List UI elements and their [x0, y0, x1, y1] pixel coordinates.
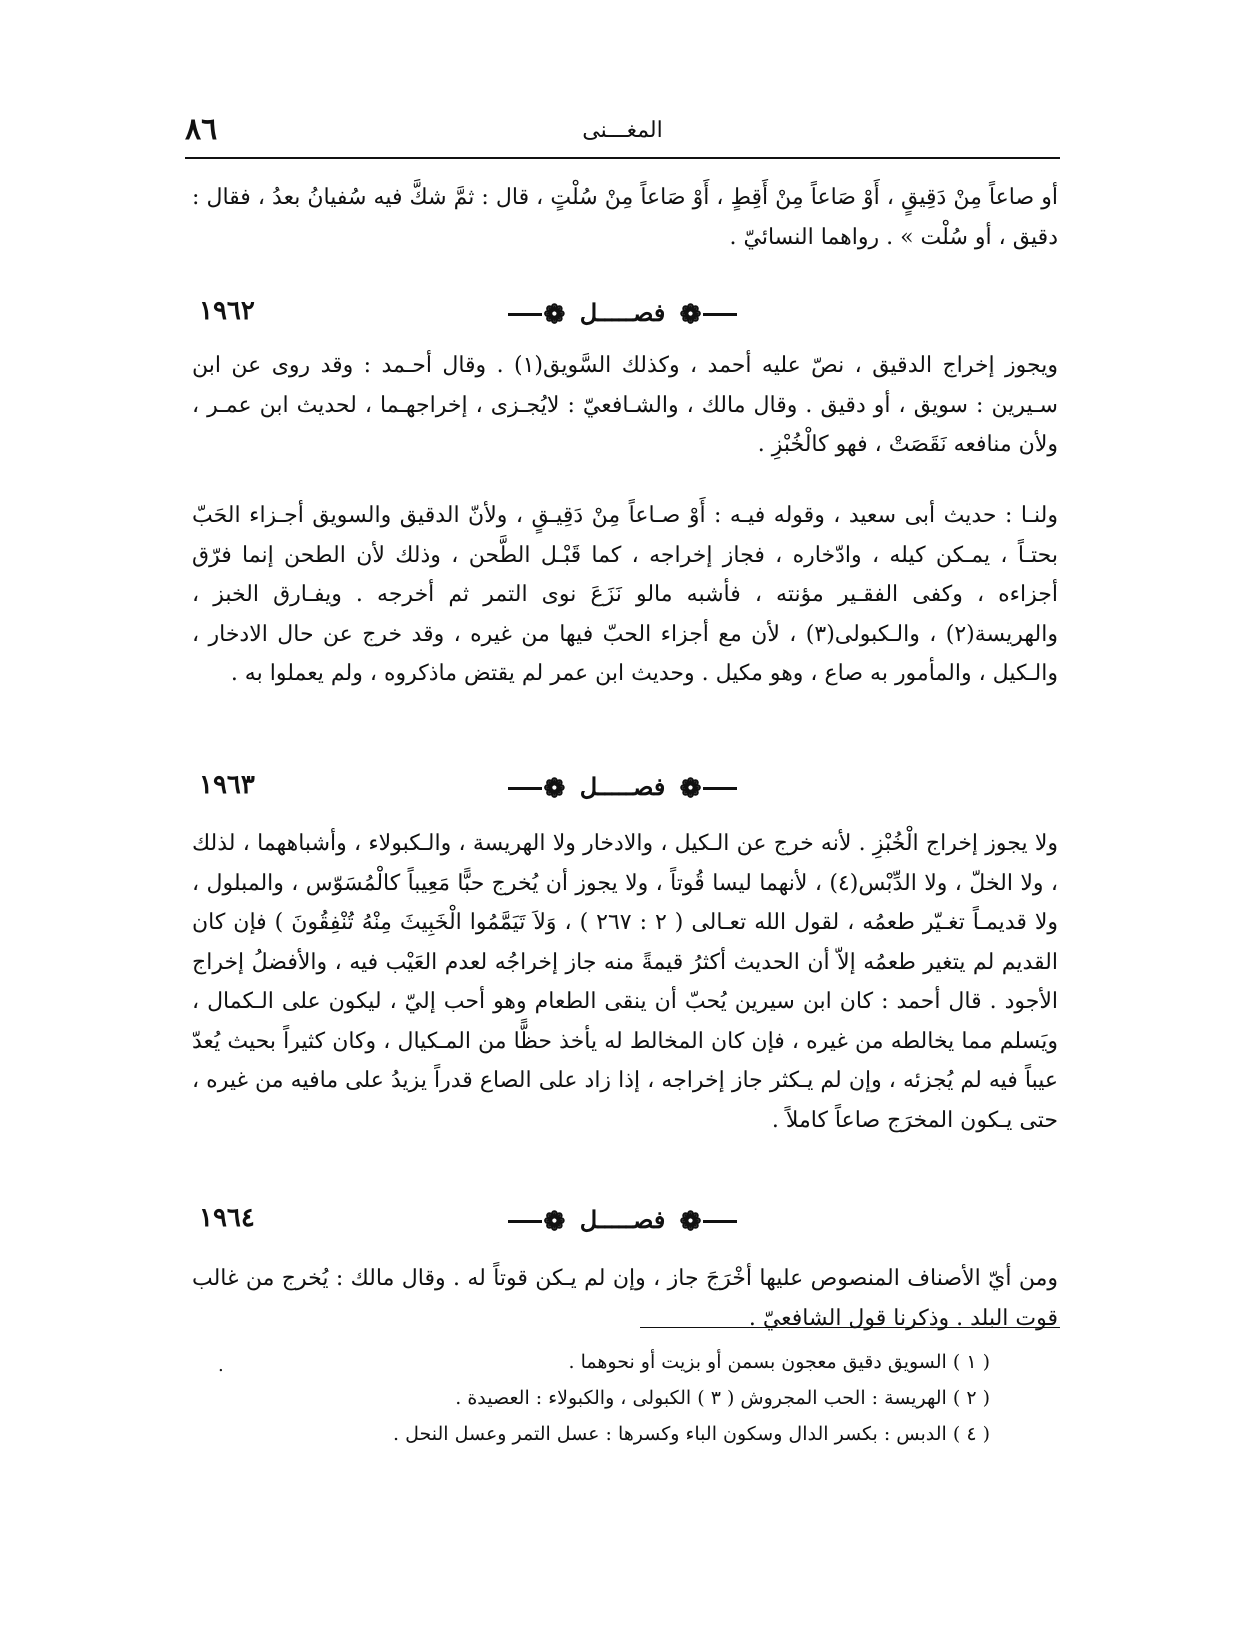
paragraph: ولا يجوز إخراج الْخُبْزِ . لأنه خرج عن الـكيل ، والادخار ولا الهريسة ، والـكبولاء ، وأشباههما ، لذلك ، ولا الخلّ ، ولا الدِّبْس(٤) ، لأنهما ليسا قُوتاً ، ولا يجوز أن يُخرج حبًّا مَعِيباً كالْمُسَوّس ، والمبلول ، ولا قديمـاً تغـيّر طعمُه ، لقول الله تعـالى ( ٢ : ٢٦٧ ) ، وَلاَ تَيَمَّمُوا الْخَبِيثَ مِنْهُ تُنْفِقُونَ ) فإن كان القديم لم يتغير طعمُه إلاّ أن الحديث أكثرُ قيمةً منه جاز إخراجُه لعدم العَيْب فيه ، والأفضلُ إخراج الأجود . قال أحمد : كان ابن سيرين يُحبّ أن ينقى الطعام وهو أحب إليّ ، ليكون على الـكمال ، ويَسلم مما يخالطه من غيره ، فإن كان المخالط له يأخذ حظًّا من المـكيال ، وكان كثيراً بحيث يُعدّ عيباً فيه لم يُجزئه ، وإن لم يـكثر جاز إخراجه ، إذا زاد على الصاع قدراً يزيدُ على مافيه من غيره ، حتى يـكون المخرَج صاعاً كاملاً . [192, 831, 1058, 1133]
flourish-icon: ❁ [543, 773, 566, 804]
footnote-rule [640, 1327, 1060, 1328]
section-label: فصـــــل [579, 298, 666, 327]
ornament-rule [703, 1220, 737, 1223]
section-heading [185, 1199, 1060, 1245]
page-header [185, 112, 1060, 158]
footnote: ( ١ ) السويق دقيق معجون بسمن أو بزيت أو نحوهما . [568, 1351, 990, 1373]
footnotes [320, 1344, 990, 1452]
ornament-rule [703, 787, 737, 790]
section-label: فصـــــل [579, 772, 666, 801]
section-number: ١٩٦٣ [199, 770, 255, 800]
paragraph: ويجوز إخراج الدقيق ، نصّ عليه أحمد ، وكذلك السَّويق(١) . وقال أحـمد : وقد روى عن ابن سـيرين : سويق ، أو دقيق . وقال مالك ، والشـافعيّ : لايُجـزى ، إخراجهـما ، لحديث ابن عمـر ، ولأن منافعه نَقَصَتْ ، فهو كالْخُبْزِ . [192, 353, 1058, 457]
ornament-rule [508, 1220, 542, 1223]
ornament-rule [703, 313, 737, 316]
ornament-rule [508, 787, 542, 790]
section-label: فصـــــل [579, 1205, 666, 1234]
section-heading [185, 766, 1060, 812]
margin-mark: . [218, 1355, 224, 1376]
section-number: ١٩٦٤ [199, 1203, 255, 1233]
section-heading [185, 292, 1060, 338]
flourish-icon: ❁ [679, 299, 702, 330]
paragraph: ولنـا : حديث أبى سعيد ، وقوله فيـه : أَوْ صـاعاً مِنْ دَقِيـقٍ ، ولأنّ الدقيق والسويق أجـزاء الحَبّ بحتـاً ، يمـكن كيله ، وادّخاره ، فجاز إخراجه ، كما قَبْـل الطَّحن ، وذلك لأن الطحن إنما فرّق أجزاءه ، وكفى الفقـير مؤنته ، فأشبه مالو نَزَعَ نوى التمر ثم أخرجه . ويفـارق الخبز ، والهريسة(٢) ، والـكبولى(٣) ، لأن مع أجزاء الحبّ فيها من غيره ، وقد خرج عن حال الادخار ، والـكيل ، والمأمور به صاع ، وهو مكيل . وحديث ابن عمر لم يقتض ماذكروه ، ولم يعملوا به . [192, 503, 1058, 686]
page-number: ٨٦ [185, 112, 218, 147]
flourish-icon: ❁ [679, 773, 702, 804]
running-title: المغـــنى [582, 118, 663, 143]
section-number: ١٩٦٢ [199, 296, 255, 326]
ornament-rule [508, 313, 542, 316]
flourish-icon: ❁ [679, 1206, 702, 1237]
paragraph: أو صاعاً مِنْ دَقِيقٍ ، أَوْ صَاعاً مِنْ أَقِطٍ ، أَوْ صَاعاً مِنْ سُلْتٍ ، قال : ثمَّ شكَّ فيه سُفيانُ بعدُ ، فقال : دقيق ، أو سُلْت » . رواهما النسائيّ . [192, 185, 1058, 250]
footnote: ( ٢ ) الهريسة : الحب المجروش ( ٣ ) الكبولى ، والكبولاء : العصيدة . [455, 1387, 990, 1409]
header-rule [185, 157, 1060, 159]
footnote: ( ٤ ) الدبس : بكسر الدال وسكون الباء وكسرها : عسل التمر وعسل النحل . [393, 1423, 990, 1445]
flourish-icon: ❁ [543, 299, 566, 330]
paragraph: ومن أيّ الأصناف المنصوص عليها أخْرَجَ جاز ، وإن لم يـكن قوتاً له . وقال مالك : يُخرج من غالب قوت البلد . وذكرنا قول الشافعيّ . [192, 1266, 1058, 1331]
flourish-icon: ❁ [543, 1206, 566, 1237]
